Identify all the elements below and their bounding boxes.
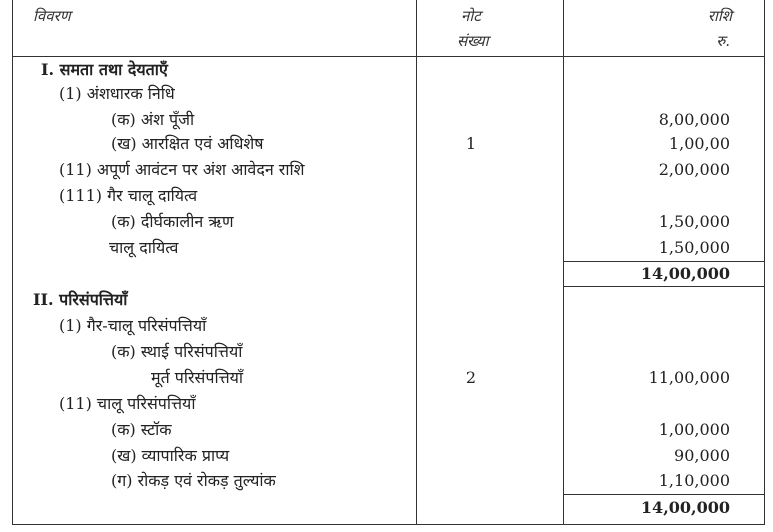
total-rule (564, 494, 764, 495)
amount-value: 1,00,00 (668, 134, 730, 153)
amount-value: 1,10,000 (658, 471, 730, 490)
list-item: (क) स्थाई परिसंपत्तियाँ (111, 342, 243, 361)
amount-value: 11,00,000 (648, 368, 730, 387)
total-rule (564, 286, 764, 287)
list-item: (ख) आरक्षित एवं अधिशेष (111, 134, 264, 153)
section-total: 14,00,000 (640, 498, 730, 517)
amount-value: 1,50,000 (658, 212, 730, 231)
list-item: (11) चालू परिसंपत्तियाँ (59, 394, 196, 413)
note-number: 1 (465, 134, 477, 153)
header-amount: राशि (707, 7, 732, 25)
note-number: 2 (465, 368, 477, 387)
section-title-equity-liabilities: I. समता तथा देयताएँ (41, 60, 168, 79)
header-note-number: संख्या (457, 32, 489, 50)
list-item: (क) दीर्घकालीन ऋण (111, 212, 234, 231)
header-currency: रु. (716, 32, 730, 50)
amount-value: 90,000 (674, 446, 730, 465)
list-item: (1) गैर-चालू परिसंपत्तियाँ (59, 316, 207, 335)
amount-value: 2,00,000 (658, 160, 730, 179)
header-note: नोट (461, 7, 481, 25)
section-total: 14,00,000 (640, 264, 730, 283)
amount-value: 1,50,000 (658, 238, 730, 257)
amount-value: 8,00,000 (658, 110, 730, 129)
list-item: (11) अपूर्ण आवंटन पर अंश आवेदन राशि (59, 160, 305, 179)
balance-sheet-table (12, 0, 765, 525)
list-item: चालू दायित्व (109, 238, 179, 257)
column-divider (416, 0, 417, 524)
list-item: (ख) व्यापारिक प्राप्य (111, 446, 230, 465)
header-divider (13, 56, 764, 57)
total-rule (564, 261, 764, 262)
list-item: (क) स्टॉक (111, 420, 172, 439)
list-item: (1) अंशधारक निधि (59, 84, 175, 103)
list-item: (111) गैर चालू दायित्व (59, 186, 198, 205)
section-title-assets: II. परिसंपत्तियाँ (33, 290, 128, 309)
header-particulars: विवरण (33, 7, 71, 25)
column-divider (563, 0, 564, 524)
list-item: (ग) रोकड़ एवं रोकड़ तुल्यांक (111, 471, 276, 490)
list-item: मूर्त परिसंपत्तियाँ (151, 368, 244, 387)
list-item: (क) अंश पूँजी (111, 110, 195, 129)
amount-value: 1,00,000 (658, 420, 730, 439)
